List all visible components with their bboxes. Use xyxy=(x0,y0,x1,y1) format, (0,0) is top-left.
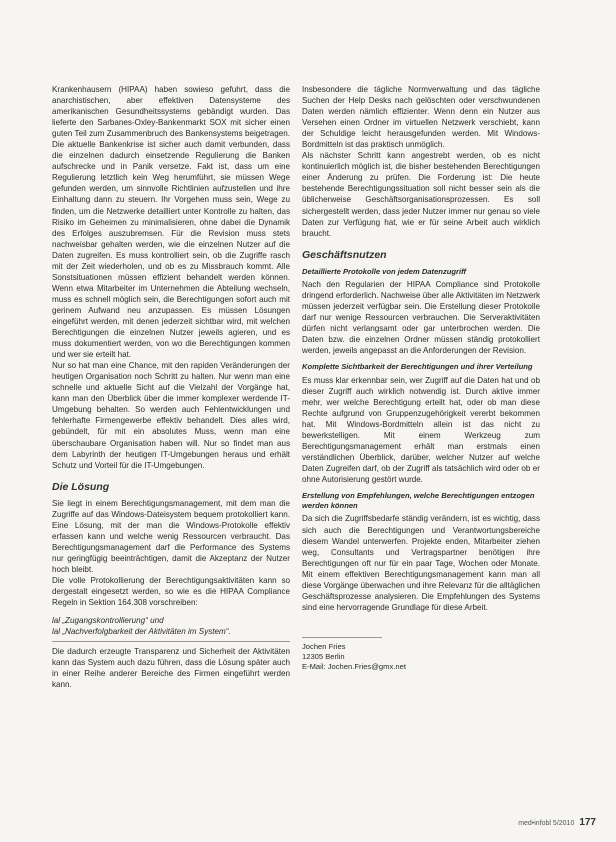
author-block xyxy=(302,637,540,672)
right-column xyxy=(302,84,540,672)
left-column xyxy=(52,84,290,690)
citation-line: lal „Nachverfolgbarkeit der Aktivitäten im System“. xyxy=(52,626,231,636)
paragraph: Die volle Protokollierung der Berechtigungsaktivitäten kann so dergestalt eingesetzt werden, so wie es die HIPAA Compliance Regeln in Sektion 164.308 vorschreiben: xyxy=(52,575,290,608)
paragraph: Krankenhausern (HIPAA) haben sowieso gefuhrt, dass die anarchistischen, aber effektiven Datensysteme des amerikanischen Gesundheitssystems gebändigt wurden. Das lieferte den Sarbanes-Oxley-Bankenmarkt SOX mit sicher einen guten Teil zum Zusammenbruch des Bankensystems beigetragen. Die aktuelle Bankenkrise ist sicher auch damit verbunden, dass die einzelnen dadurch einsetzende Regulierung die Banken aufschrecke und in Panik versetze. Fakt ist, dass um eine Regulierung letztlich kein Weg herumführt, sie müssen Wege gefunden werden, um sinnvolle Richtlinien aufzustellen und ihre Einhaltung dann zu steuern. Ihr Vorgehen muss sein, Wege zu finden, um die Netzwerke detailliert unter Kontrolle zu halten, das Risiko im Geheimen zu minimalisieren, ohne dabei die Dynamik des Erfolges auszubremsen. Für die Revision muss stets nachweisbar gehalten werden, wie die einzelnen Nutzer auf die Daten zugreifen. Es muss kontrolliert sein, ob die Zugriffe rasch mit der Zeit wiederholen, und ob es zu Missbrauch kommt. Alle Sonstsituationen müssen effizient behandelt werden können. Wenn etwa Mitarbeiter im Unternehmen die Abteilung wechseln, muss es schnell möglich sein, die Berechtigungen sofort auch mit gerinem Aufwand neu anzupassen. Es müssen Lösungen eingeführt werden, mit denen jederzeit sichtbar wird, mit welchen Berechtigungen die einzelnen Nutzer jeweils agieren, und es muss dokumentiert werden, von wo die Berechtigungen kommen und wer sie erteilt hat. xyxy=(52,85,290,360)
paragraph: Es muss klar erkennbar sein, wer Zugriff auf die Daten hat und ob dieser Zugriff auch wirklich notwendig ist. Durch aktive immer mehr, wer welche Berechtigung erteilt hat, oder ob man diese Rechte aufgrund von Gruppenzugehörigkeit vererbt bekommen hat. Mit Windows-Bordmitteln allein ist das nicht zu bewerkstelligen. Mit einem Werkzeug zum Berechtigungsmanagement erhält man erstmals einen verständlichen Überblick, darüber, welcher Nutzer auf welche Daten Zugreifen darf, ob der Zugriff als tatsächlich wird oder ob er ohne Autorisierung gestört wurde. xyxy=(302,375,540,485)
paragraph: Insbesondere die tägliche Normverwaltung und das tägliche Suchen der Help Desks nach gelöschten oder verschwundenen Daten werden nämlich effizienter. Wenn denn ein Nutzer aus Versehen einen Ordner im virtuellen Netzwerk verschiebt, kann der Schuldige leicht herausgefunden werden. Mit Windows-Bordmitteln ist das praktisch unmöglich. xyxy=(302,85,540,150)
subheading-sichtbarkeit: Komplette Sichtbarkeit der Berechtigungen und ihrer Verteilung xyxy=(302,362,533,372)
paragraph: Nach den Regularien der HIPAA Compliance sind Protokolle dringend erforderlich. Nachweise über alle Aktivitäten im Netzwerk müssen jederzeit verfügbar sein. Die Erstellung dieser Protokolle darf nur wenige Ressourcen verbrauchen. Die Serveraktivitäten dürfen nicht verlangsamt oder gar unterbrochen werden. Die Daten bzw. die einzelnen Ordner müssen ständig protokolliert werden, jeweils angepasst an die Anforderungen der Revision. xyxy=(302,280,540,356)
page-number: 177 xyxy=(579,817,596,828)
page-footer xyxy=(518,817,596,828)
citation-block xyxy=(52,616,290,637)
paragraph: Als nächster Schritt kann angestrebt werden, ob es nicht kontinuierlich möglich ist, die bisher bestehenden Berechtigungen einer Änderung zu prüfen. Die Forderung ist: Die heute bestehende Berechtigungssituation soll nicht besser sein als die üblicherweise Geschäftsorganisationsprozessen. Es soll sichergestellt werden, dass jeder Nutzer immer nur genau so viele Daten zur Verfügung hat, wie er für seine Arbeit auch wirklich braucht. xyxy=(302,151,540,238)
paragraph: Nur so hat man eine Chance, mit den rapiden Veränderungen der heutigen Organisation noch Schritt zu halten. Nur wenn man eine schnelle und aktuelle Sicht auf die Vielzahl der Vorgänge hat, kann man den Überblick über die immer komplexer werdende IT-Umgebung behalten. So werden auch Fehlentwicklungen und fehlerhafte Firmengewerbe effektiv behandelt. Dies alles wird, gebündelt, für mit ein absolutes Muss, wenn man eine überschaubare Organisation haben will. Nur so findet man aus dem Labyrinth der heutigen IT-Umgebungen heraus und erhält Schutz und Vorteil für die IT-Umgebungen. xyxy=(52,361,290,470)
section-heading-loesung: Die Lösung xyxy=(52,480,110,493)
paragraph: Die dadurch erzeugte Transparenz und Sicherheit der Aktivitäten kann das System auch dazu führen, dass die Lösung später auch in einer Reihe anderer Bereiche des Firmen eingeführt werden kann. xyxy=(52,647,290,690)
author-divider xyxy=(302,637,382,638)
journal-name: med•infobl 5/2010 xyxy=(518,820,575,827)
section-heading-geschaeftsnutzen: Geschäftsnutzen xyxy=(302,248,387,261)
divider xyxy=(52,641,290,642)
paragraph: Sie liegt in einem Berechtigungsmanagement, mit dem man die Zugriffe auf das Windows-Dateisystem bequem protokolliert kann. Eine Lösung, mit der man die Windows-Protokolle effektiv erfassen kann und welche wenig Ressourcen verbraucht. Das Berechtigungsmanagement darf die Performance des Systems nur geringfügig beeinträchtigen, damit die Akzeptanz der Nutzer hoch bleibt. xyxy=(52,498,290,574)
author-city: 12305 Berlin xyxy=(302,651,345,661)
author-name: Jochen Fries xyxy=(302,641,346,651)
citation-line: lal „Zugangskontrollierung“ und xyxy=(52,616,164,626)
subheading-protokolle: Detaillierte Protokolle von jedem Datenzugriff xyxy=(302,266,467,276)
author-email: E-Mail: Jochen.Fries@gmx.net xyxy=(302,661,406,671)
subheading-empfehlungen: Erstellung von Empfehlungen, welche Berechtigungen entzogen werden können xyxy=(302,491,535,510)
paragraph: Da sich die Zugriffsbedarfe ständig verändern, ist es wichtig, dass sich auch die Berechtigungen und Verantwortungsbereiche diesem Wandel unterwerfen. Projekte enden, Mitarbeiter ziehen weg, Consultants und Vertragspartner benötigen ihre Berechtigungen oft nur für ein paar Tage, Wochen oder Monate. Mit einem effektiven Berechtigungsmanagement kann man all diese Vorgänge überwachen und ihre Relevanz für die alltäglichen Geschäftsprozesse analysieren. Die Empfehlungen des Systems sind eine hervorragende Grundlage für diese Arbeit. xyxy=(302,514,540,612)
